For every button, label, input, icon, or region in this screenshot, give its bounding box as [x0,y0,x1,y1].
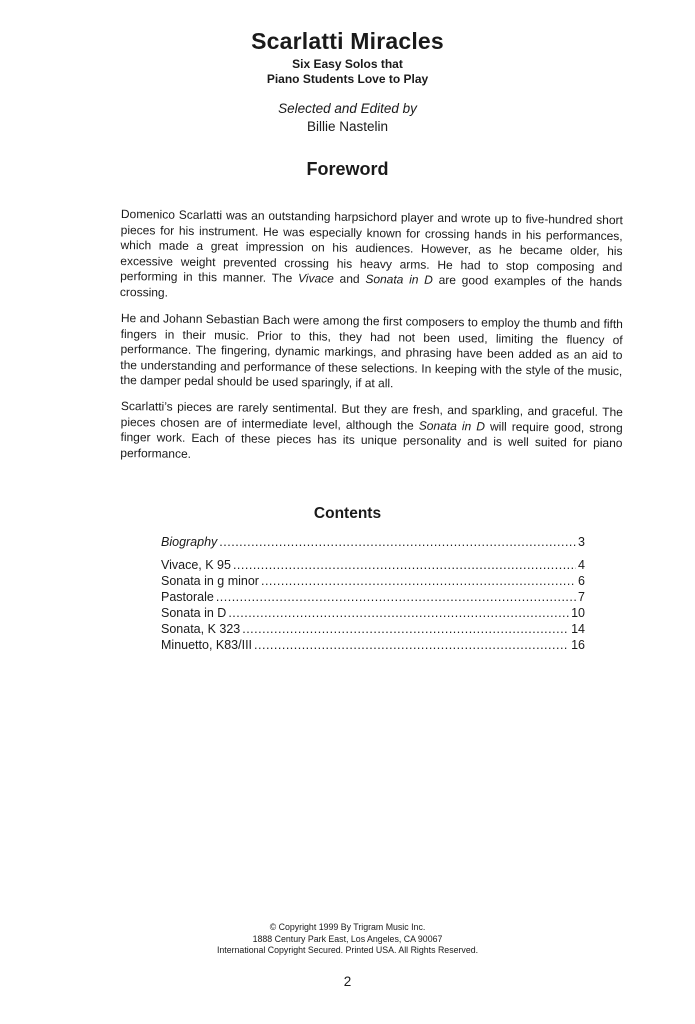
table-of-contents [161,535,585,654]
contents-heading: Contents [313,505,382,522]
subtitle-line: Piano Students Love to Play [266,72,429,86]
emphasis: Sonata in D [418,418,486,434]
toc-entry-title: Sonata, K 323 [161,622,241,636]
copyright-line: © Copyright 1999 By Trigram Music Inc. [269,922,426,932]
toc-entry[interactable] [161,622,585,638]
toc-leader-dots [233,558,576,572]
toc-entry[interactable] [161,590,585,606]
copyright-line: International Copyright Secured. Printed USA. All Rights Reserved. [216,945,479,955]
toc-entry-page: 10 [571,606,585,620]
toc-entry-page: 16 [571,638,585,652]
emphasis: Sonata in D [365,272,433,288]
subtitle-line: Six Easy Solos that [292,57,403,71]
copyright-line: 1888 Century Park East, Los Angeles, CA 90067 [252,933,443,944]
foreword-paragraph [120,399,623,468]
text-run: Domenico Scarlatti was an outstanding harpsichord player and wrote up to five-hundred short pieces for his instrument. He was especially known for crossing hands in his performances, which made a great impression on his audiences. However, as he became older, his excessive weight prevented crossing his heavy arms. He had to stop composing and performing in this manner. The [120,207,623,286]
text-run: and [333,271,366,287]
subtitle [0,57,695,87]
toc-leader-dots [228,606,569,620]
toc-entry-page: 6 [578,574,585,588]
toc-entry-page: 4 [578,558,585,572]
emphasis: Vivace [297,271,334,286]
toc-entry-page: 3 [578,535,585,549]
foreword-heading: Foreword [306,159,389,179]
page-title: Scarlatti Miracles [251,28,444,54]
toc-entry[interactable] [161,606,585,622]
toc-leader-dots [216,590,576,604]
foreword-paragraph [120,207,623,307]
selected-by-label: Selected and Edited by [278,101,417,116]
editor-name: Billie Nastelin [306,119,389,134]
copyright-notice [0,922,695,957]
toc-entry-title: Biography [161,535,218,549]
toc-entry[interactable] [161,574,585,590]
toc-entry-title: Sonata in D [161,606,227,620]
text-run: will require good, strong finger work. Each of these pieces has its unique personality and is well suited for piano performance. [120,419,623,461]
toc-entry-title: Minuetto, K83/III [161,638,253,652]
toc-entry[interactable] [161,558,585,574]
toc-leader-dots [261,574,576,588]
toc-entry[interactable] [161,535,585,551]
toc-entry-page: 7 [578,590,585,604]
toc-entry-page: 14 [571,622,585,636]
toc-leader-dots [242,622,569,636]
toc-entry-title: Sonata in g minor [161,574,259,588]
page-number: 2 [343,974,352,989]
text-run: are good examples of the hands crossing. [119,273,623,300]
toc-entry-title: Vivace, K 95 [161,558,231,572]
toc-entry[interactable] [161,638,585,654]
text-run: Scarlatti’s pieces are rarely sentimental. But they are fresh, and sparkling, and graceful. The pieces chosen are of intermediate level, although the [120,399,623,433]
toc-leader-dots [254,638,569,652]
toc-leader-dots [219,535,576,549]
foreword-paragraph: He and Johann Sebastian Bach were among the first composers to employ the thumb and fifth fingers in their music. Prior to this, they had not been used, limiting the fluency of performance. The fingering, dynamic markings, and phrasing have been added as an aid to the understanding and performance of these selections. In keeping with the style of the music, the damper pedal should be used sparingly, if at all. [120,311,623,391]
toc-entry-title: Pastorale [161,590,214,604]
